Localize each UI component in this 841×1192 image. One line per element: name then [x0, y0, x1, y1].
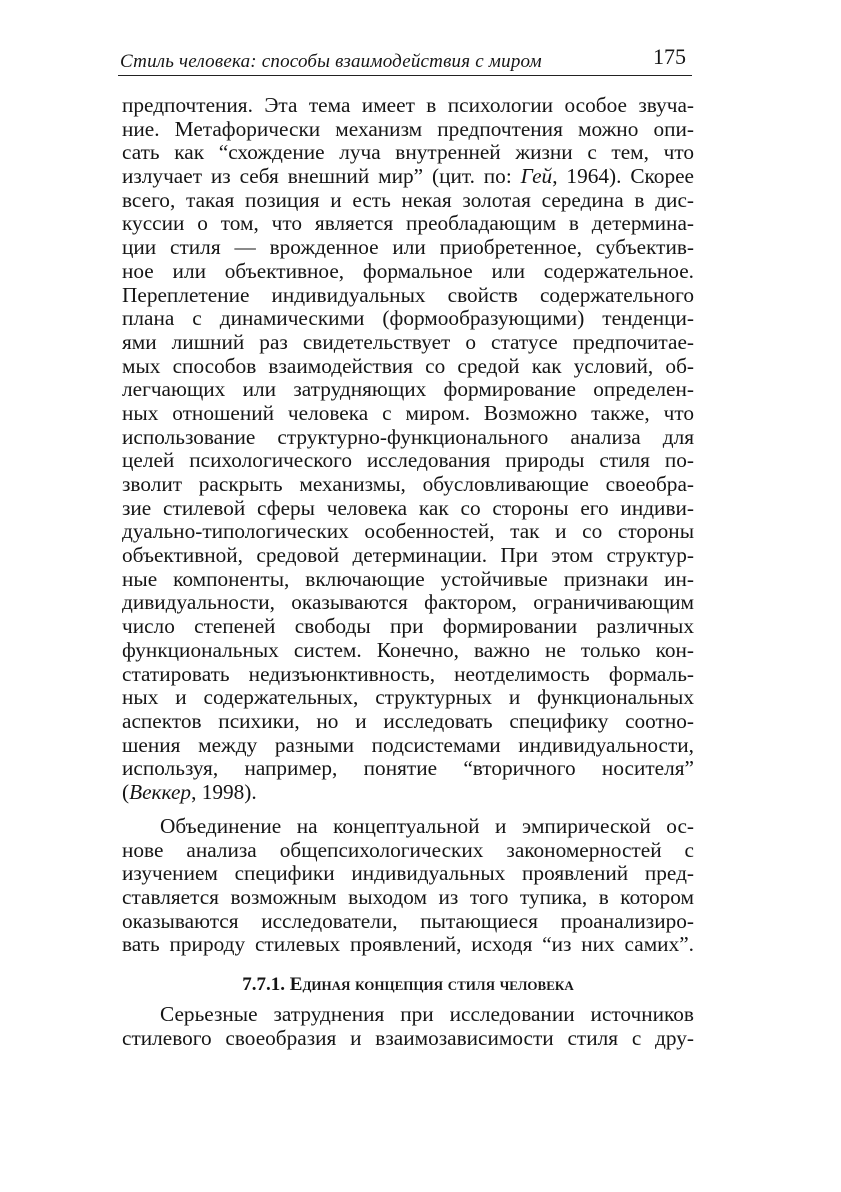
header-rule [118, 75, 692, 76]
running-head [120, 44, 692, 74]
text-line: предпочтения. Эта тема имеет в психологии особое звуча- [122, 93, 694, 117]
text-line: ных и содержательных, структурных и функциональных [122, 685, 694, 710]
paragraph-3 [122, 1003, 694, 1050]
page-number: 175 [653, 44, 686, 69]
text-line: изучением специфики индивидуальных проявлений пред- [122, 861, 694, 886]
text-line-with-citation [122, 781, 694, 805]
text-line: использование структурно-функционального анализа для [122, 424, 694, 449]
text-line-with-citation [122, 165, 694, 189]
text-line: оказываются исследователи, пытающиеся проанализиро- [122, 908, 694, 933]
text-line: дивидуальности, оказываются фактором, ограничивающим [122, 590, 694, 615]
paragraph-2 [122, 815, 694, 957]
text-line: шения между разными подсистемами индивидуальности, [122, 732, 694, 757]
text-fragment: излучает из себя внешний мир” (цит. по: [122, 164, 521, 189]
text-line: объективной, средовой детерминации. При этом структур- [122, 543, 694, 568]
text-line: стилевого своеобразия и взаимозависимости стиля с дру- [122, 1025, 694, 1050]
text-line: Переплетение индивидуальных свойств содержательного [122, 282, 694, 307]
text-line: ных отношений человека с миром. Возможно также, что [122, 400, 694, 425]
citation-year: , 1964). Скорее [552, 164, 694, 189]
citation-open: ( [122, 779, 130, 804]
text-line: ставляется возможным выходом из того тупика, в котором [122, 885, 694, 910]
section-title: Единая концепция стиля человека [289, 974, 574, 995]
text-line: Объединение на концептуальной и эмпирической ос- [160, 814, 694, 838]
text-line: ное или объективное, формальное или содержательное. [122, 258, 694, 283]
text-line: сать как “схождение луча внутренней жизни с тем, что [122, 140, 694, 165]
text-line: дуально-типологических особенностей, так и со стороны [122, 519, 694, 544]
text-line: статировать недизъюнктивность, неотделимость формаль- [122, 661, 694, 686]
text-line: мых способов взаимодействия со средой как условий, об- [122, 353, 694, 378]
text-line: зие стилевой сферы человека как со стороны его индиви- [122, 495, 694, 520]
text-line: зволит раскрыть механизмы, обусловливающие своеобра- [122, 472, 694, 496]
running-head-title: Стиль человека: способы взаимодействия с миром [120, 51, 542, 72]
text-line: куссии о том, что является преобладающим в детермина- [122, 211, 694, 236]
text-line: используя, например, понятие “вторичного носителя” [122, 756, 694, 781]
text-line: ние. Метафорически механизм предпочтения можно опи- [122, 116, 694, 141]
text-line: функциональных систем. Конечно, важно не только кон- [122, 637, 694, 662]
text-line: ные компоненты, включающие устойчивые признаки ин- [122, 566, 694, 591]
text-line: легчающих или затрудняющих формирование определен- [122, 377, 694, 402]
text-line: Серьезные затруднения при исследовании источников [160, 1002, 694, 1026]
section-number: 7.7.1. [242, 974, 286, 995]
text-line: всего, такая позиция и есть некая золотая середина в дис- [122, 187, 694, 212]
paragraph-1 [122, 94, 694, 805]
section-heading [122, 974, 694, 996]
citation-year: , 1998). [191, 779, 257, 804]
text-line: ями лишний раз свидетельствует о статусе предпочитае- [122, 329, 694, 354]
citation-author: Веккер [129, 779, 192, 804]
text-line: ции стиля — врожденное или приобретенное, субъектив- [122, 235, 694, 260]
text-line: плана с динамическими (формообразующими) тенденци- [122, 306, 694, 331]
text-line: целей психологического исследования природы стиля по- [122, 448, 694, 473]
text-line: число степеней свободы при формировании различных [122, 614, 694, 639]
text-line: аспектов психики, но и исследовать специфику соотно- [122, 708, 694, 733]
text-line: нове анализа общепсихологических закономерностей с [122, 837, 694, 862]
citation-author: Гей [520, 164, 553, 189]
text-line: вать природу стилевых проявлений, исходя “из них самих”. [122, 932, 694, 957]
